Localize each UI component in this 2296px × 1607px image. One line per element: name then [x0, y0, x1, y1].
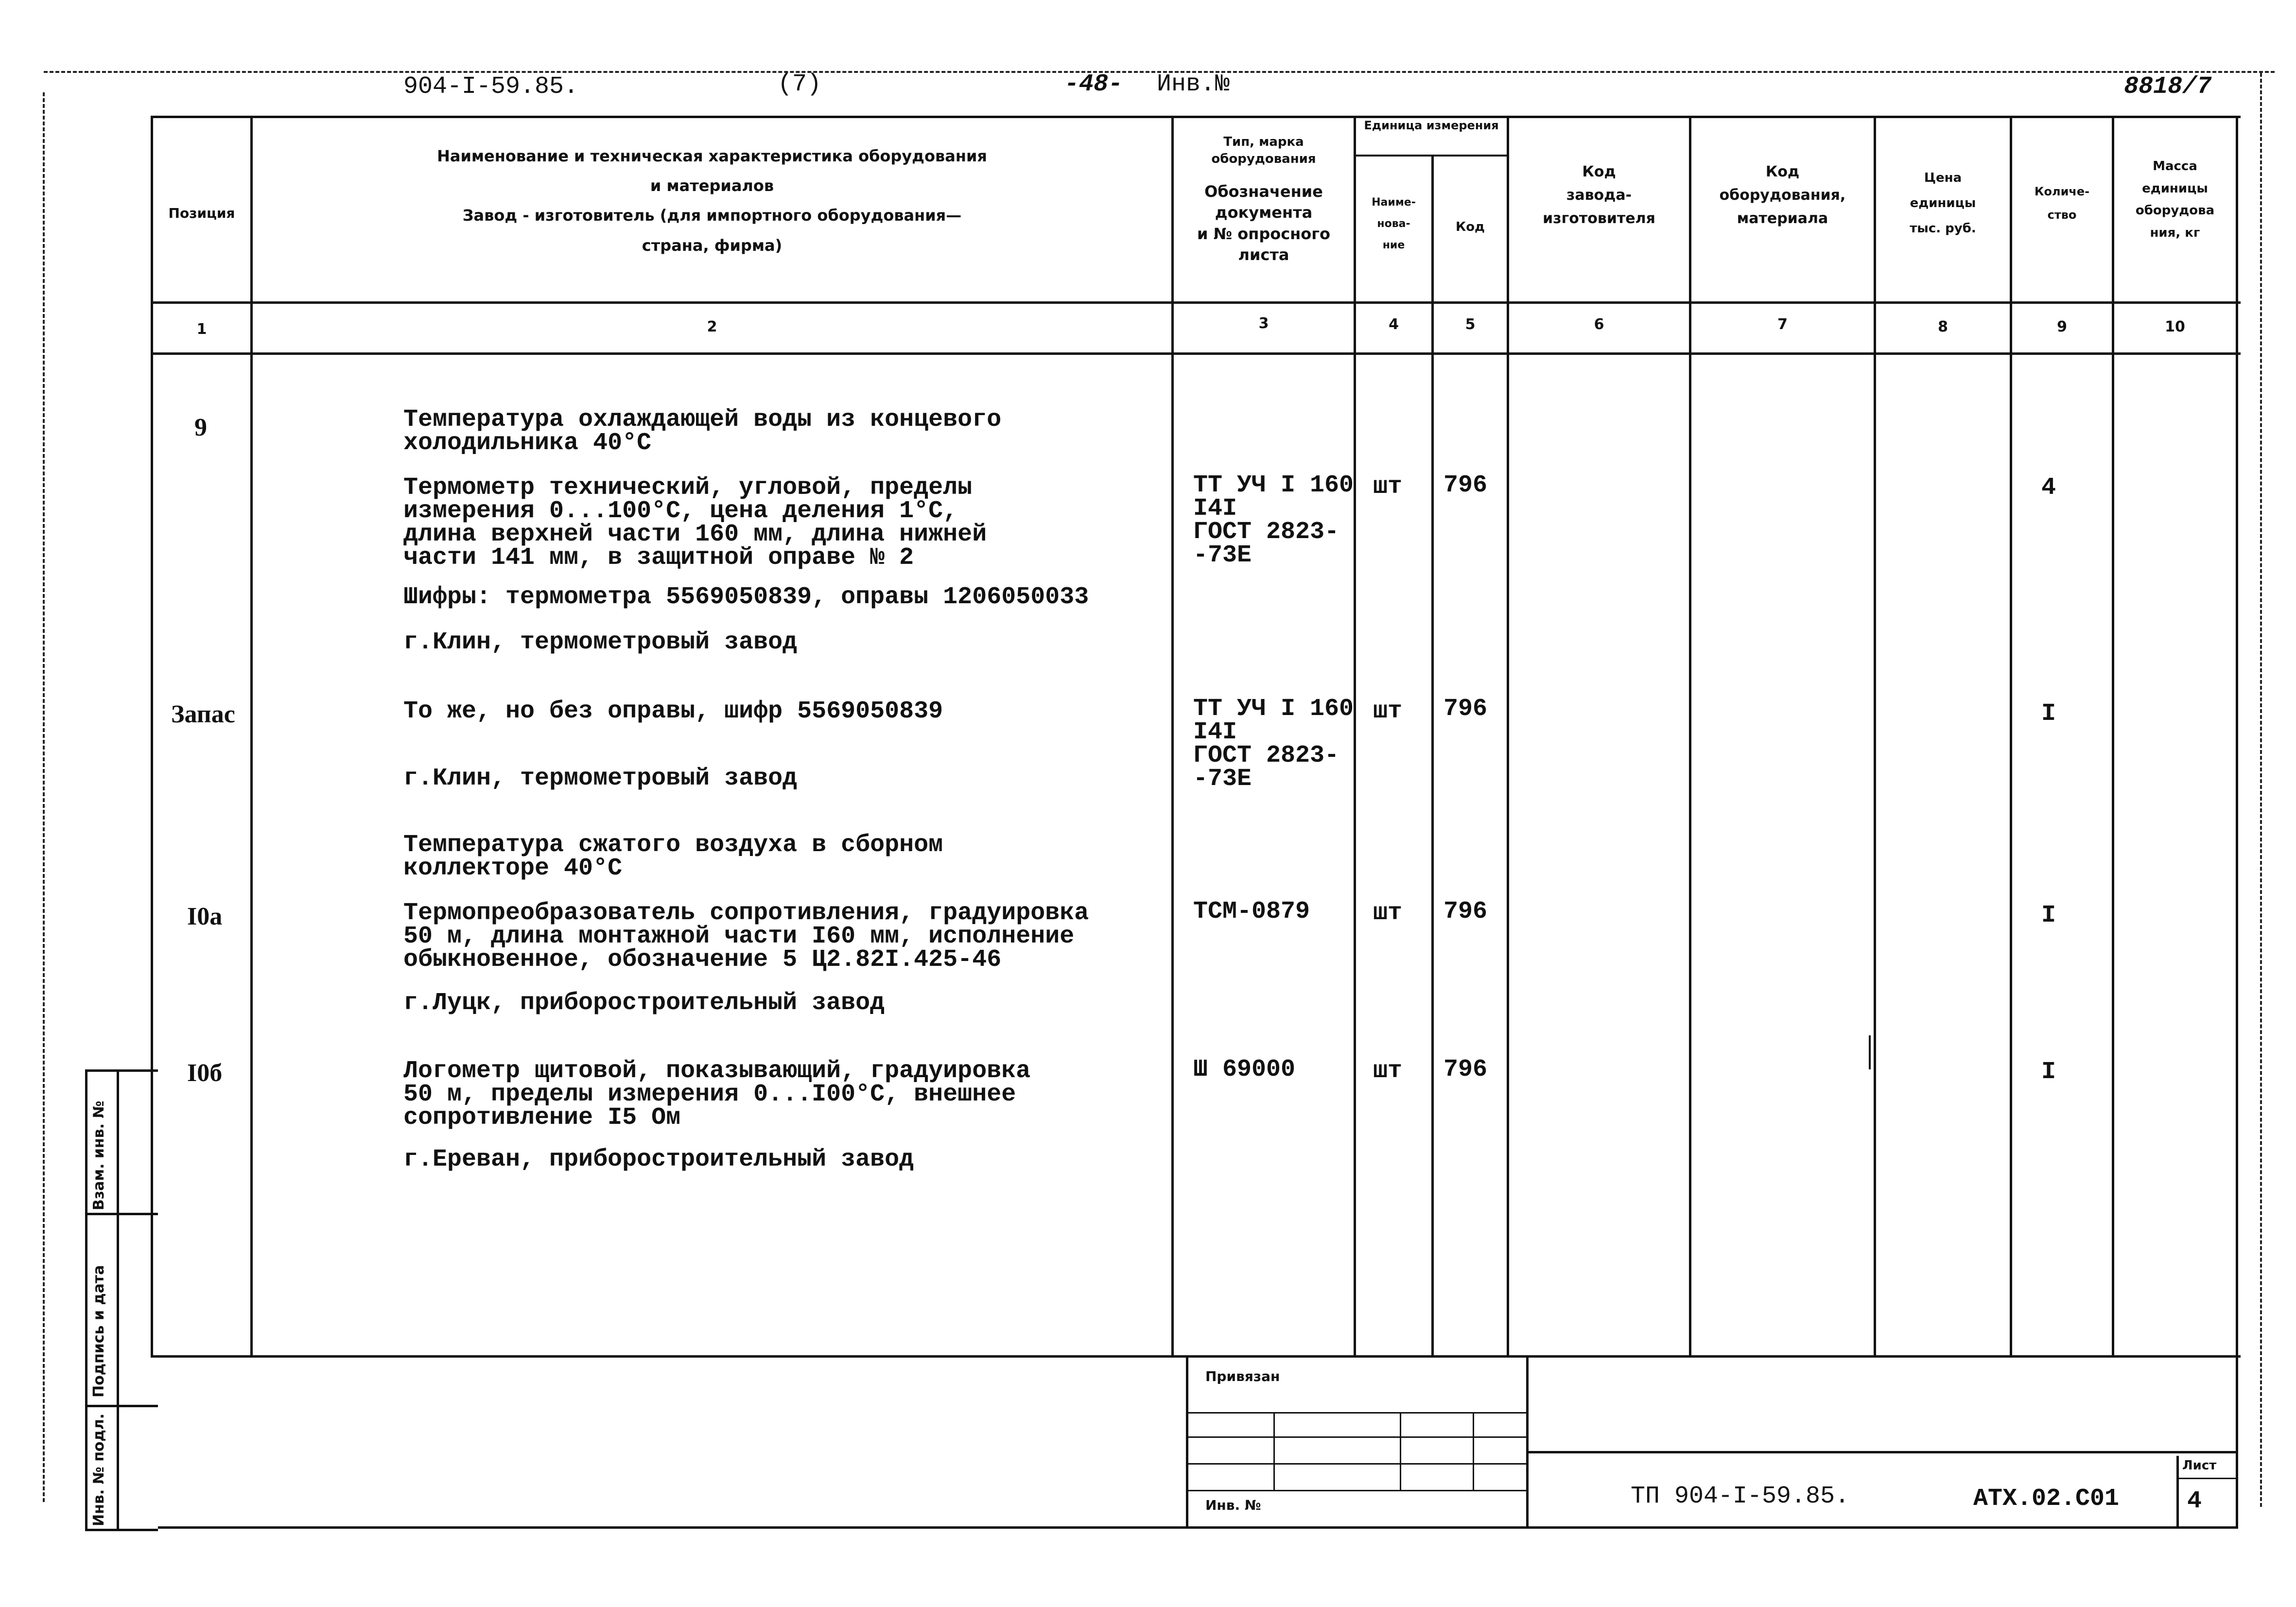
col-number-9: 9	[2057, 318, 2067, 335]
col-number-2: 2	[707, 318, 717, 335]
side-label-replace-inv: Взам. инв. №	[90, 1100, 107, 1210]
row-9-title: Температура охлаждающей воды из концевого холодильника 40°С	[403, 406, 1002, 457]
numbers-bottom-border	[151, 352, 2241, 355]
row-9-ciphers: Шифры: термометра 5569050839, оправы 1206050033	[403, 583, 1089, 611]
stamp-grid-col-3	[1473, 1412, 1474, 1490]
side-label-signature-date: Подпись и дата	[90, 1265, 107, 1397]
col-line-10	[2236, 116, 2238, 1355]
col-line-1	[250, 116, 253, 1355]
row-9-type: ТТ УЧ I 160 I4I ГОСТ 2823- -73Е	[1193, 472, 1354, 569]
col-unit-name-header: Наиме- нова- ние	[1372, 196, 1416, 251]
col-mass-header: Масса единицы оборудова ния, кг	[2135, 159, 2215, 240]
col-equipment-code-header: Код оборудования, материала	[1719, 163, 1846, 227]
sheet-cell-divider	[2176, 1478, 2237, 1479]
reserve-description: То же, но без оправы, шифр 5569050839	[403, 698, 943, 725]
doc-code-top: 904-I-59.85.	[403, 73, 579, 101]
reserve-code: 796	[1444, 695, 1488, 723]
row-10-title: Температура сжатого воздуха в сборном коллекторе 40°С	[403, 831, 943, 882]
col-number-6: 6	[1594, 316, 1604, 333]
title-block-mark: АТХ.02.С01	[1973, 1485, 2120, 1513]
stamp-grid-line-3	[1188, 1463, 1526, 1465]
col-line-8	[2010, 116, 2012, 1355]
row-10a-maker: г.Луцк, приборостроительный завод	[403, 989, 885, 1017]
col-unit-code-header: Код	[1455, 220, 1485, 234]
title-block-top-line	[1526, 1451, 2236, 1453]
col-number-5: 5	[1465, 316, 1476, 333]
col-line-9	[2112, 116, 2114, 1355]
col-line-2	[1171, 116, 1174, 1355]
col-line-7	[1874, 116, 1876, 1355]
row-10b-maker: г.Ереван, приборостроительный завод	[403, 1146, 914, 1173]
col-number-1: 1	[196, 321, 207, 338]
col-line-5	[1507, 116, 1509, 1355]
stamp-grid-line-4	[1188, 1490, 1526, 1491]
col-maker-code-header: Код завода- изготовителя	[1543, 163, 1655, 227]
row-9-qty: 4	[2041, 474, 2056, 502]
row-9-description: Термометр технический, угловой, пределы измерения 0...100°С, цена деления 1°С, длина верхней части 160 мм, длина нижней части 141 мм, в защитной оправе № 2	[403, 474, 987, 572]
stamp-right-border	[1526, 1355, 1529, 1528]
page-number: -48-	[1064, 70, 1123, 98]
table-bottom-border	[151, 1355, 2241, 1358]
stamp-left-border	[1186, 1355, 1188, 1528]
row-10b-type: Ш 69000	[1193, 1056, 1296, 1083]
reserve-unit: шт	[1373, 698, 1403, 725]
col-line-3	[1354, 116, 1356, 1355]
title-block-doc-code: ТП 904-I-59.85.	[1631, 1483, 1850, 1510]
right-frame-line	[2260, 73, 2262, 1507]
row-10b-description: Логометр щитовой, показывающий, градуировка 50 м, пределы измерения 0...I00°С, внешнее сопротивление I5 Ом	[403, 1057, 1031, 1132]
reserve-maker: г.Клин, термометровый завод	[403, 765, 798, 792]
col-8-mark	[1869, 1035, 1871, 1069]
col-type-header: Тип, марка оборудования Обозначение документа и № опросного листа	[1197, 135, 1330, 264]
unit-group-divider	[1354, 155, 1509, 157]
row-10a-description: Термопреобразователь сопротивления, градуировка 50 м, длина монтажной части I60 мм, исполнение обыкновенное, обозначение 5 Ц2.82I.425-46	[403, 899, 1089, 974]
col-line-4	[1431, 156, 1434, 1355]
col-line-6	[1689, 116, 1691, 1355]
corner-code: 8818/7	[2124, 73, 2212, 101]
row-10b-unit: шт	[1373, 1057, 1403, 1085]
reserve-position: Запас	[171, 700, 235, 728]
stamp-grid-line-2	[1188, 1436, 1526, 1438]
unit-group-header: Единица измерения	[1364, 119, 1499, 132]
row-9-unit: шт	[1373, 473, 1403, 501]
col-number-7: 7	[1777, 316, 1788, 333]
row-10b-position: I0б	[187, 1059, 223, 1087]
row-10a-unit: шт	[1373, 899, 1403, 927]
col-number-4: 4	[1389, 316, 1399, 333]
stamp-grid-col-2	[1400, 1412, 1401, 1490]
col-qty-header: Количе- ство	[2034, 185, 2090, 222]
col-price-header: Цена единицы тыс. руб.	[1910, 171, 1976, 236]
col-name-header: Наименование и техническая характеристика оборудования и материалов Завод - изготовитель (для импортного оборудования— страна, фирма)	[437, 147, 987, 255]
sheet-cell-border	[2176, 1456, 2179, 1528]
bottom-right-edge	[2236, 1355, 2238, 1528]
page-marker: (7)	[778, 70, 822, 98]
table-top-border	[151, 116, 2241, 118]
stamp-grid-col-1	[1273, 1412, 1275, 1490]
col-number-3: 3	[1258, 315, 1269, 332]
col-number-10: 10	[2165, 318, 2185, 335]
stamp-grid-line-1	[1188, 1412, 1526, 1414]
row-10a-position: I0а	[187, 903, 223, 930]
sheet-number: 4	[2187, 1487, 2202, 1515]
col-position-header: Позиция	[168, 205, 235, 221]
reserve-qty: I	[2041, 700, 2056, 728]
reserve-type: ТТ УЧ I 160 I4I ГОСТ 2823- -73Е	[1193, 695, 1354, 793]
bound-label: Привязан	[1205, 1368, 1280, 1384]
side-label-original-inv: Инв. № подл.	[90, 1413, 107, 1526]
row-9-code: 796	[1444, 472, 1488, 499]
row-9-position: 9	[194, 414, 207, 441]
inv-label-top: Инв.№	[1157, 70, 1230, 98]
stamp-inv-label: Инв. №	[1205, 1497, 1261, 1513]
col-number-8: 8	[1938, 318, 1948, 335]
row-10a-code: 796	[1444, 898, 1488, 926]
row-10b-code: 796	[1444, 1056, 1488, 1083]
row-9-maker: г.Клин, термометровый завод	[403, 629, 798, 656]
row-10b-qty: I	[2041, 1058, 2056, 1086]
header-bottom-border	[151, 301, 2241, 304]
bottom-frame-line	[158, 1526, 2238, 1529]
row-10a-type: ТСМ-0879	[1193, 898, 1310, 926]
left-frame-line	[43, 92, 45, 1502]
sheet-label: Лист	[2182, 1458, 2217, 1473]
row-10a-qty: I	[2041, 902, 2056, 929]
